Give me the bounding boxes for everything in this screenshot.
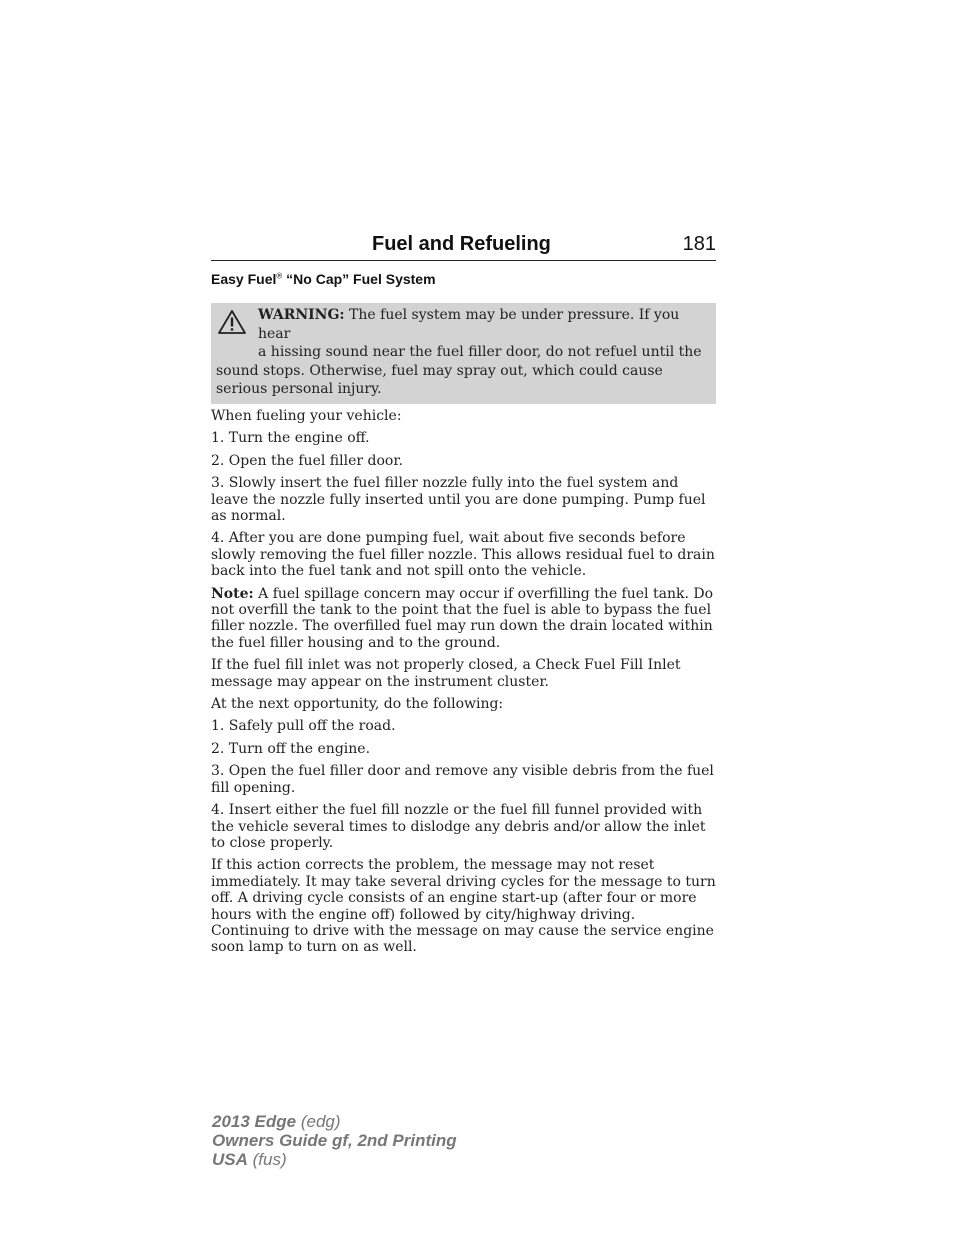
footer-line-2: [212, 1131, 457, 1150]
note-paragraph: [211, 586, 716, 652]
note-text: A fuel spillage concern may occur if overfilling the fuel tank. Do not overfill the tank to the point that the fuel is able to bypass the fuel filler nozzle. The overfilled fuel may run down the drain located within the fuel filler housing and to the ground.: [211, 585, 713, 651]
step-2: 2. Open the fuel filler door.: [211, 452, 403, 469]
page-number: 181: [682, 233, 716, 255]
registered-mark: ®: [276, 271, 283, 281]
warning-text-rest-wrap: [216, 343, 710, 399]
action-step-3: 3. Open the fuel filler door and remove any visible debris from the fuel fill opening.: [211, 763, 714, 796]
step-3: 3. Slowly insert the fuel filler nozzle fully into the fuel system and leave the nozzle fully inserted until you are done pumping. Pump fuel as normal.: [211, 475, 706, 524]
chapter-title: Fuel and Refueling: [372, 233, 551, 255]
inlet-paragraph: If the fuel fill inlet was not properly closed, a Check Fuel Fill Inlet message may appear on the instrument cluster.: [211, 657, 681, 690]
footer-line-3: [212, 1150, 457, 1169]
warning-label: WARNING:: [258, 307, 345, 323]
warning-triangle-icon: [217, 309, 247, 335]
footer-market: USA: [212, 1150, 248, 1169]
section-title: [211, 271, 716, 287]
warning-text-rest: a hissing sound near the fuel filler door, do not refuel until the sound stops. Otherwise, fuel may spray out, which could cause serious personal injury.: [216, 344, 702, 398]
note-label: Note:: [211, 585, 254, 602]
footer-model-code: (edg): [296, 1112, 341, 1131]
intro-paragraph: When fueling your vehicle:: [211, 407, 402, 424]
next-opportunity-intro: At the next opportunity, do the following:: [211, 696, 504, 713]
step-4: 4. After you are done pumping fuel, wait about five seconds before slowly removing the fuel filler nozzle. This allows residual fuel to drain back into the fuel tank and not spill onto the vehicle.: [211, 530, 715, 580]
footer-market-code: (fus): [247, 1150, 287, 1169]
footer-line-1: [212, 1112, 457, 1131]
footer-guide: Owners Guide gf, 2nd Printing: [212, 1131, 457, 1150]
section-title-part2: “No Cap” Fuel System: [282, 271, 436, 287]
footer-model: 2013 Edge: [212, 1112, 297, 1131]
page-content: [211, 229, 716, 956]
action-step-4: 4. Insert either the fuel fill nozzle or the fuel fill funnel provided with the vehicle several times to dislodge any debris and/or allow the inlet to close properly.: [211, 802, 706, 851]
action-step-1: 1. Safely pull off the road.: [211, 718, 396, 735]
step-1: 1. Turn the engine off.: [211, 430, 370, 447]
warning-box: [211, 303, 716, 404]
warning-text-line1: The fuel system may be under pressure. If you hear: [258, 307, 680, 342]
final-paragraph: If this action corrects the problem, the message may not reset immediately. It may take several driving cycles for the message to turn off. A driving cycle consists of an engine start-up (after four or more hours with the engine off) followed by city/highway driving. Continuing to drive with the message on may cause the service engine soon lamp to turn on as well.: [211, 857, 716, 956]
section-title-part1: Easy Fuel: [211, 271, 277, 287]
action-step-2: 2. Turn off the engine.: [211, 740, 371, 757]
page-header: [211, 229, 716, 261]
page-footer: [212, 1112, 457, 1169]
warning-first-line: [216, 306, 710, 343]
